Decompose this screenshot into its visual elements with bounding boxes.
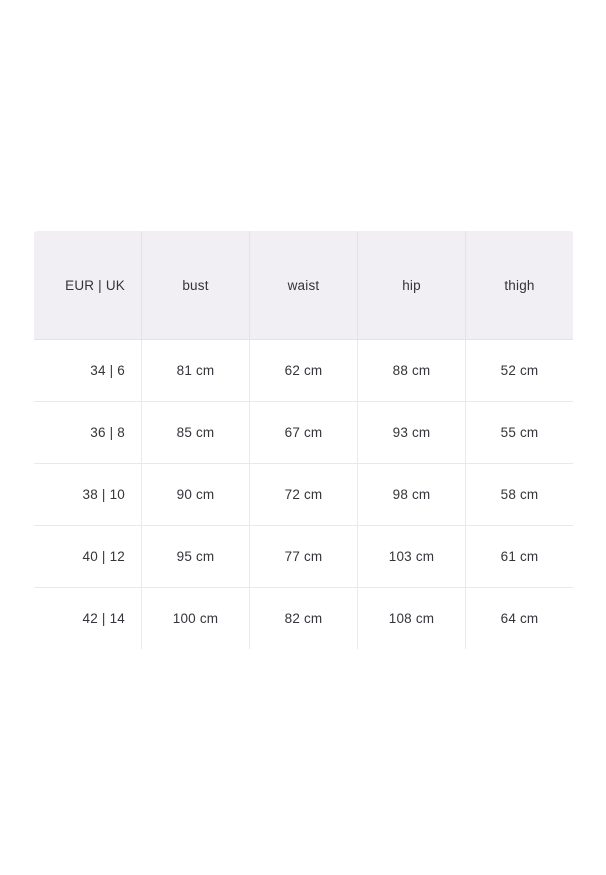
table-row	[34, 340, 574, 402]
cell-waist: 82 cm	[250, 588, 358, 650]
column-header-waist: waist	[250, 231, 358, 340]
table-header	[34, 231, 574, 340]
table-row	[34, 464, 574, 526]
cell-thigh: 58 cm	[466, 464, 574, 526]
cell-hip: 103 cm	[358, 526, 466, 588]
table-row	[34, 402, 574, 464]
cell-size: 36 | 8	[34, 402, 142, 464]
cell-thigh: 55 cm	[466, 402, 574, 464]
cell-hip: 98 cm	[358, 464, 466, 526]
cell-hip: 93 cm	[358, 402, 466, 464]
cell-size: 34 | 6	[34, 340, 142, 402]
cell-hip: 108 cm	[358, 588, 466, 650]
cell-thigh: 61 cm	[466, 526, 574, 588]
cell-bust: 100 cm	[142, 588, 250, 650]
cell-thigh: 52 cm	[466, 340, 574, 402]
cell-bust: 81 cm	[142, 340, 250, 402]
table-body	[34, 340, 574, 650]
table-header-row	[34, 231, 574, 340]
cell-thigh: 64 cm	[466, 588, 574, 650]
cell-bust: 85 cm	[142, 402, 250, 464]
size-table	[33, 230, 574, 650]
cell-waist: 72 cm	[250, 464, 358, 526]
column-header-eur-uk: EUR | UK	[34, 231, 142, 340]
cell-bust: 90 cm	[142, 464, 250, 526]
cell-bust: 95 cm	[142, 526, 250, 588]
cell-waist: 77 cm	[250, 526, 358, 588]
cell-size: 42 | 14	[34, 588, 142, 650]
column-header-bust: bust	[142, 231, 250, 340]
cell-waist: 62 cm	[250, 340, 358, 402]
column-header-thigh: thigh	[466, 231, 574, 340]
size-chart	[33, 230, 573, 650]
column-header-hip: hip	[358, 231, 466, 340]
table-row	[34, 588, 574, 650]
cell-waist: 67 cm	[250, 402, 358, 464]
cell-size: 38 | 10	[34, 464, 142, 526]
cell-size: 40 | 12	[34, 526, 142, 588]
cell-hip: 88 cm	[358, 340, 466, 402]
table-row	[34, 526, 574, 588]
